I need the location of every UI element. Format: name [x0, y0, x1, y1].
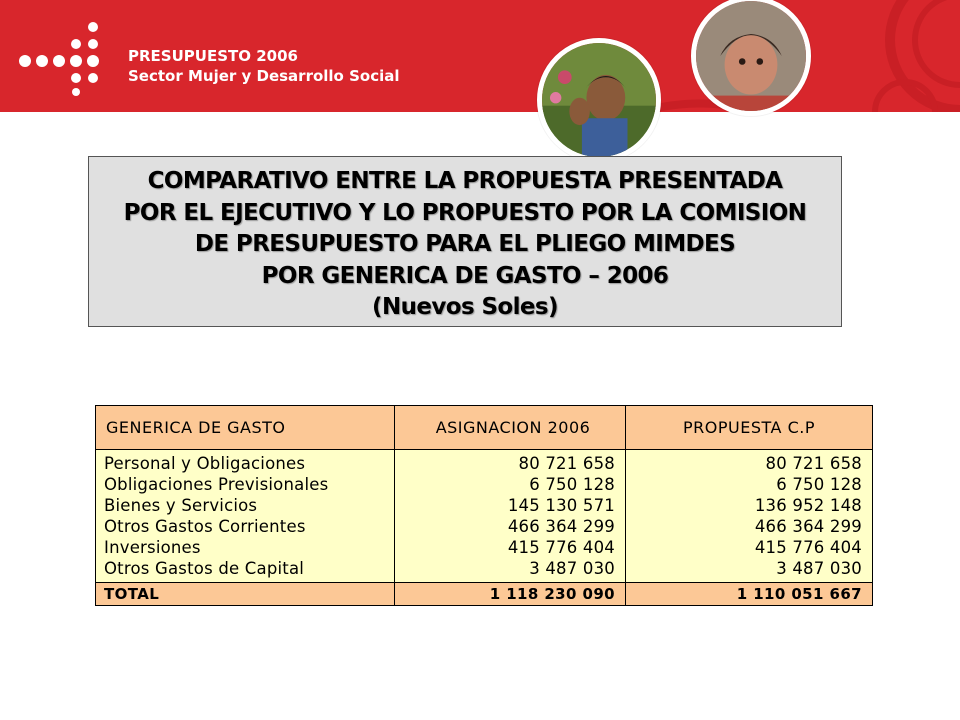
- ministry-logo-icon: [0, 0, 120, 112]
- asignacion-value: 415 776 404: [395, 537, 626, 558]
- propuesta-value: 3 487 030: [626, 558, 873, 583]
- header-title: PRESUPUESTO 2006: [128, 47, 298, 65]
- column-header-asignacion: ASIGNACION 2006: [395, 406, 626, 450]
- row-label: Otros Gastos Corrientes: [96, 516, 395, 537]
- column-header-generica: GENERICA DE GASTO: [96, 406, 395, 450]
- comparison-title-box: [88, 156, 842, 327]
- title-line-4: POR GENERICA DE GASTO – 2006: [261, 262, 669, 289]
- table-row: [96, 495, 873, 516]
- asignacion-value: 6 750 128: [395, 474, 626, 495]
- title-line-5: (Nuevos Soles): [372, 294, 558, 320]
- table-row: [96, 558, 873, 583]
- column-header-propuesta: PROPUESTA C.P: [626, 406, 873, 450]
- header-titles: [128, 46, 400, 86]
- title-line-3: DE PRESUPUESTO PARA EL PLIEGO MIMDES: [194, 231, 736, 257]
- asignacion-value: 466 364 299: [395, 516, 626, 537]
- propuesta-value: 6 750 128: [626, 474, 873, 495]
- total-asignacion-value: 1 118 230 090: [395, 583, 626, 606]
- propuesta-value: 466 364 299: [626, 516, 873, 537]
- propuesta-value: 80 721 658: [626, 450, 873, 475]
- row-label: Otros Gastos de Capital: [96, 558, 395, 583]
- title-line-2: POR EL EJECUTIVO Y LO PROPUESTO POR LA COMISION: [123, 199, 807, 226]
- asignacion-value: 3 487 030: [395, 558, 626, 583]
- asignacion-value: 145 130 571: [395, 495, 626, 516]
- propuesta-value: 415 776 404: [626, 537, 873, 558]
- child-photo-1: [537, 38, 661, 162]
- row-label: Inversiones: [96, 537, 395, 558]
- propuesta-value: 136 952 148: [626, 495, 873, 516]
- total-label: TOTAL: [96, 583, 395, 606]
- row-label: Personal y Obligaciones: [96, 450, 395, 475]
- title-line-1: COMPARATIVO ENTRE LA PROPUESTA PRESENTADA: [147, 168, 783, 194]
- table-header-row: [96, 406, 873, 450]
- table-row: [96, 516, 873, 537]
- row-label: Obligaciones Previsionales: [96, 474, 395, 495]
- child-photo-2: [691, 0, 811, 116]
- table-row: [96, 450, 873, 475]
- header-banner: [0, 0, 960, 112]
- budget-table: [95, 405, 873, 606]
- row-label: Bienes y Servicios: [96, 495, 395, 516]
- header-subtitle: Sector Mujer y Desarrollo Social: [128, 67, 400, 85]
- table-row: [96, 474, 873, 495]
- asignacion-value: 80 721 658: [395, 450, 626, 475]
- total-row: [96, 583, 873, 606]
- total-propuesta-value: 1 110 051 667: [626, 583, 873, 606]
- table-row: [96, 537, 873, 558]
